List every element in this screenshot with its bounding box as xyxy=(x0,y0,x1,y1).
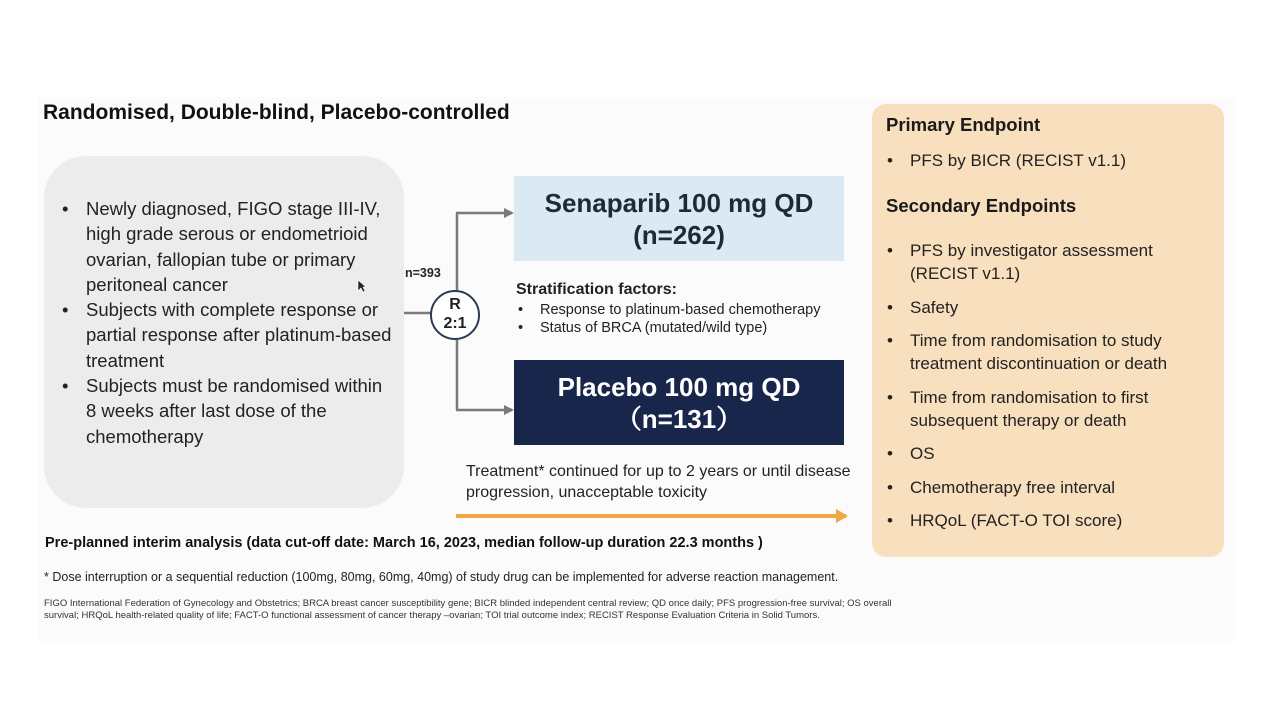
slide-title: Randomised, Double-blind, Placebo-controlled xyxy=(43,101,510,124)
placebo-arm-n: （n=131） xyxy=(615,404,743,434)
treatment-duration-note: Treatment* continued for up to 2 years or until disease progression, unacceptable toxicity xyxy=(466,463,851,501)
placebo-arm-box xyxy=(514,360,844,445)
secondary-endpoints-list xyxy=(886,239,1216,543)
secondary-endpoint-item: • PFS by investigator assessment (RECIST v1.1) xyxy=(886,239,1216,285)
interim-analysis-note: Pre-planned interim analysis (data cut-off date: March 16, 2023, median follow-up duration 22.3 months ) xyxy=(45,535,763,551)
treatment-arm-n: (n=262) xyxy=(633,220,725,250)
mouse-pointer-icon xyxy=(357,279,367,293)
randomisation-ratio: 2:1 xyxy=(443,315,467,332)
stratification-item: • Status of BRCA (mutated/wild type) xyxy=(516,319,856,337)
secondary-endpoint-item: • Time from randomisation to study treatment discontinuation or death xyxy=(886,329,1216,375)
placebo-arm-name: Placebo 100 mg QD xyxy=(557,372,801,402)
primary-endpoint-heading: Primary Endpoint xyxy=(886,114,1041,135)
primary-endpoint-item: • PFS by BICR (RECIST v1.1) xyxy=(886,149,1216,172)
secondary-endpoint-item: • Safety xyxy=(886,296,1216,319)
stratification-item: • Response to platinum-based chemotherapy xyxy=(516,301,856,319)
primary-endpoint-list xyxy=(886,149,1216,172)
stratification-title: Stratification factors: xyxy=(516,281,677,298)
stratification-list xyxy=(516,301,856,337)
total-sample-size: n=393 xyxy=(405,266,441,280)
randomisation-label: R xyxy=(449,296,461,313)
randomisation-node xyxy=(430,290,480,340)
eligibility-item: • Newly diagnosed, FIGO stage III-IV, high grade serous or endometrioid ovarian, fallopian tube or primary peritoneal cancer xyxy=(62,196,392,297)
eligibility-item: • Subjects with complete response or partial response after platinum-based treatment xyxy=(62,297,392,373)
secondary-endpoints-heading: Secondary Endpoints xyxy=(886,195,1077,216)
stratification-factors xyxy=(516,281,856,337)
secondary-endpoint-item: • OS xyxy=(886,442,1216,465)
secondary-endpoint-item: • HRQoL (FACT-O TOI score) xyxy=(886,509,1216,532)
secondary-endpoint-item: • Time from randomisation to first subsequent therapy or death xyxy=(886,386,1216,432)
treatment-arm-box xyxy=(514,176,844,261)
secondary-endpoint-item: • Chemotherapy free interval xyxy=(886,476,1216,499)
dose-modification-footnote: * Dose interruption or a sequential reduction (100mg, 80mg, 60mg, 40mg) of study drug can be implemented for adverse reaction management. xyxy=(44,570,839,584)
treatment-arm-name: Senaparib 100 mg QD xyxy=(544,188,814,218)
abbreviations-footnote: FIGO International Federation of Gynecology and Obstetrics; BRCA breast cancer susceptibility gene; BICR blinded independent central review; QD once daily; PFS progression-free survival; OS overall survival; HRQoL health-related quality of life; FACT-O functional assessment of cancer therapy –ovarian; TOI trial outcome index; RECIST Response Evaluation Criteria in Solid Tumors. xyxy=(44,598,892,621)
eligibility-item: • Subjects must be randomised within 8 weeks after last dose of the chemotherapy xyxy=(62,373,392,449)
